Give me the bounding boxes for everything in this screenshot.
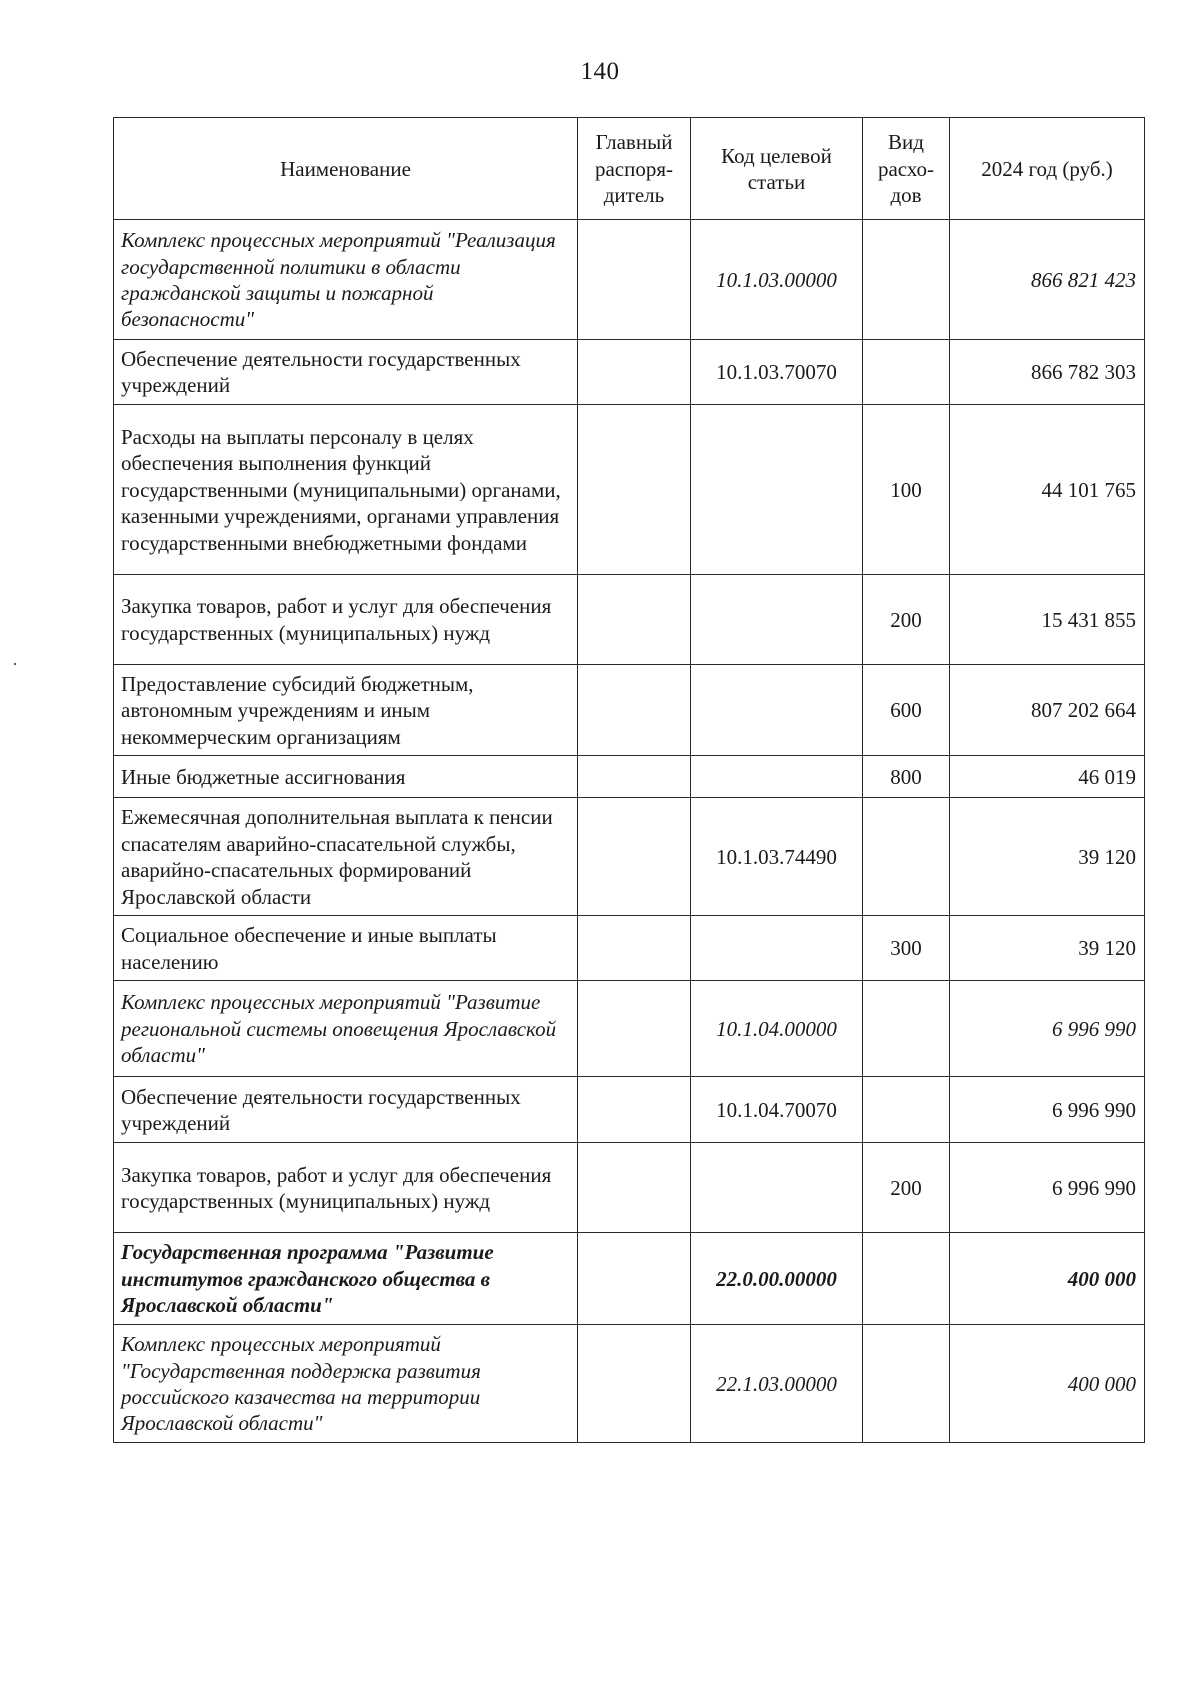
row-kind-cell [863, 980, 950, 1076]
row-kind-cell: 200 [863, 1142, 950, 1232]
budget-table [113, 117, 1145, 1443]
table-row [114, 1324, 1145, 1442]
row-code-cell [691, 756, 863, 798]
row-kind-cell: 100 [863, 404, 950, 574]
row-amount-cell: 39 120 [950, 916, 1145, 981]
table-row [114, 1232, 1145, 1324]
row-kind-cell [863, 798, 950, 916]
row-kind-cell: 600 [863, 664, 950, 755]
row-amount-cell: 400 000 [950, 1232, 1145, 1324]
row-dispatcher-cell [578, 756, 691, 798]
header-kind: Вид расхо-дов [863, 118, 950, 220]
table-row [114, 220, 1145, 340]
row-amount-cell: 39 120 [950, 798, 1145, 916]
table-row [114, 916, 1145, 981]
row-kind-cell [863, 1324, 950, 1442]
table-row [114, 340, 1145, 405]
row-name-cell: Государственная программа "Развитие институтов гражданского общества в Ярославской области" [114, 1232, 578, 1324]
row-amount-cell: 400 000 [950, 1324, 1145, 1442]
table-row [114, 574, 1145, 664]
row-code-cell: 10.1.03.74490 [691, 798, 863, 916]
row-code-cell: 22.0.00.00000 [691, 1232, 863, 1324]
row-name-cell: Ежемесячная дополнительная выплата к пенсии спасателям аварийно-спасательной службы, аварийно-спасательных формирований Ярославской области [114, 798, 578, 916]
table-row [114, 404, 1145, 574]
table-row [114, 664, 1145, 755]
row-kind-cell: 300 [863, 916, 950, 981]
row-dispatcher-cell [578, 916, 691, 981]
row-kind-cell [863, 340, 950, 405]
row-amount-cell: 6 996 990 [950, 980, 1145, 1076]
row-kind-cell: 800 [863, 756, 950, 798]
row-dispatcher-cell [578, 340, 691, 405]
row-code-cell [691, 574, 863, 664]
row-kind-cell [863, 1076, 950, 1142]
row-code-cell [691, 664, 863, 755]
row-code-cell: 10.1.04.00000 [691, 980, 863, 1076]
row-dispatcher-cell [578, 1324, 691, 1442]
row-kind-cell [863, 220, 950, 340]
row-dispatcher-cell [578, 1076, 691, 1142]
row-amount-cell: 46 019 [950, 756, 1145, 798]
table-row [114, 1076, 1145, 1142]
row-name-cell: Предоставление субсидий бюджетным, автономным учреждениям и иным некоммерческим организациям [114, 664, 578, 755]
page-number: 140 [580, 58, 620, 85]
row-dispatcher-cell [578, 980, 691, 1076]
row-code-cell: 22.1.03.00000 [691, 1324, 863, 1442]
row-name-cell: Обеспечение деятельности государственных учреждений [114, 1076, 578, 1142]
row-amount-cell: 866 782 303 [950, 340, 1145, 405]
row-code-cell: 10.1.04.70070 [691, 1076, 863, 1142]
row-amount-cell: 44 101 765 [950, 404, 1145, 574]
row-dispatcher-cell [578, 664, 691, 755]
row-code-cell [691, 916, 863, 981]
row-dispatcher-cell [578, 798, 691, 916]
scan-speck [14, 663, 16, 665]
row-name-cell: Комплекс процессных мероприятий "Государственная поддержка развития российского казачества на территории Ярославской области" [114, 1324, 578, 1442]
row-code-cell [691, 1142, 863, 1232]
header-dispatcher: Главный распоря-дитель [578, 118, 691, 220]
row-amount-cell: 6 996 990 [950, 1142, 1145, 1232]
row-amount-cell: 866 821 423 [950, 220, 1145, 340]
table-row [114, 1142, 1145, 1232]
row-amount-cell: 807 202 664 [950, 664, 1145, 755]
row-name-cell: Закупка товаров, работ и услуг для обеспечения государственных (муниципальных) нужд [114, 574, 578, 664]
table-row [114, 798, 1145, 916]
row-kind-cell [863, 1232, 950, 1324]
row-code-cell: 10.1.03.00000 [691, 220, 863, 340]
row-dispatcher-cell [578, 1232, 691, 1324]
row-code-cell: 10.1.03.70070 [691, 340, 863, 405]
row-amount-cell: 15 431 855 [950, 574, 1145, 664]
header-name: Наименование [114, 118, 578, 220]
row-name-cell: Иные бюджетные ассигнования [114, 756, 578, 798]
table-body [114, 220, 1145, 1443]
row-name-cell: Социальное обеспечение и иные выплаты населению [114, 916, 578, 981]
row-name-cell: Комплекс процессных мероприятий "Реализация государственной политики в области гражданской защиты и пожарной безопасности" [114, 220, 578, 340]
header-code: Код целевой статьи [691, 118, 863, 220]
row-name-cell: Закупка товаров, работ и услуг для обеспечения государственных (муниципальных) нужд [114, 1142, 578, 1232]
row-dispatcher-cell [578, 404, 691, 574]
header-amount: 2024 год (руб.) [950, 118, 1145, 220]
row-kind-cell: 200 [863, 574, 950, 664]
row-dispatcher-cell [578, 574, 691, 664]
row-name-cell: Обеспечение деятельности государственных учреждений [114, 340, 578, 405]
row-amount-cell: 6 996 990 [950, 1076, 1145, 1142]
row-name-cell: Комплекс процессных мероприятий "Развитие региональной системы оповещения Ярославской области" [114, 980, 578, 1076]
row-name-cell: Расходы на выплаты персоналу в целях обеспечения выполнения функций государственными (муниципальными) органами, казенными учреждениями, органами управления государственными внебюджетными фондами [114, 404, 578, 574]
table-header [114, 118, 1145, 220]
row-code-cell [691, 404, 863, 574]
table-row [114, 980, 1145, 1076]
header-row [114, 118, 1145, 220]
row-dispatcher-cell [578, 220, 691, 340]
row-dispatcher-cell [578, 1142, 691, 1232]
table-row [114, 756, 1145, 798]
